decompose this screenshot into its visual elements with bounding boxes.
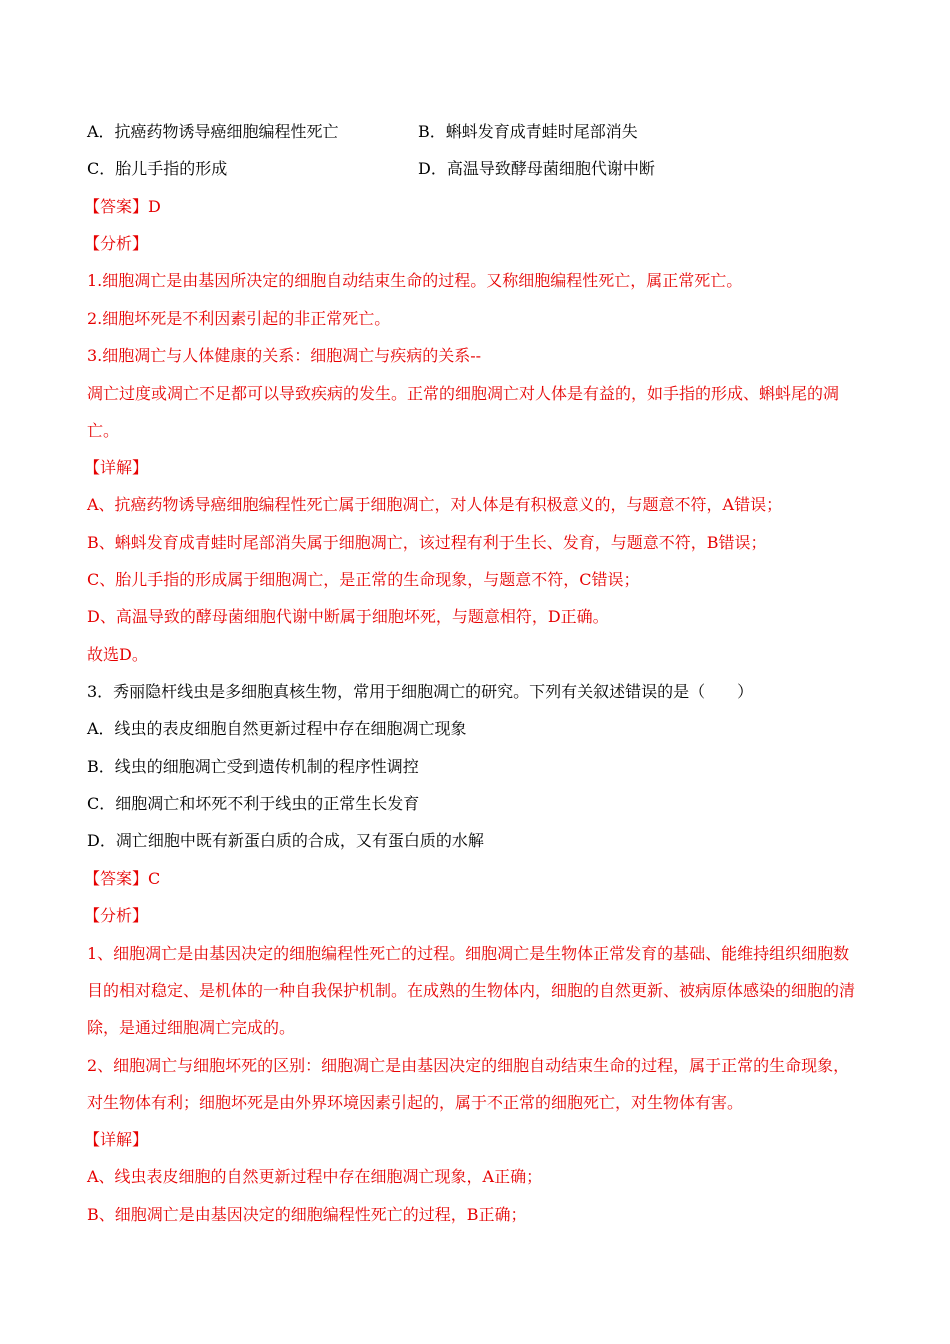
q2-analysis-paragraph: 凋亡过度或凋亡不足都可以导致疾病的发生。正常的细胞凋亡对人体是有益的，如手指的形成、蝌蚪尾的凋亡。 [87, 384, 840, 440]
q2-analysis-line-3: 3.细胞凋亡与人体健康的关系：细胞凋亡与疾病的关系-- [87, 346, 482, 365]
q2-option-d: D．高温导致酵母菌细胞代谢中断 [418, 159, 655, 178]
q3-analysis-title: 【分析】 [84, 906, 149, 925]
q3-detail-b: B、细胞凋亡是由基因决定的细胞编程性死亡的过程，B正确； [87, 1205, 527, 1224]
q3-detail-a: A、线虫表皮细胞的自然更新过程中存在细胞凋亡现象，A正确； [87, 1167, 543, 1186]
q3-analysis-paragraph-1: 1、细胞凋亡是由基因决定的细胞编程性死亡的过程。细胞凋亡是生物体正常发育的基础、能维持组织细胞数目的相对稳定、是机体的一种自我保护机制。在成熟的生物体内，细胞的自然更新、被病原体感染的细胞的清除，是通过细胞凋亡完成的。 [87, 944, 856, 1037]
q3-option-b: B．线虫的细胞凋亡受到遗传机制的程序性调控 [87, 757, 419, 776]
q2-option-b: B．蝌蚪发育成青蛙时尾部消失 [418, 122, 638, 141]
q3-analysis-paragraph-2: 2、细胞凋亡与细胞坏死的区别：细胞凋亡是由基因决定的细胞自动结束生命的过程，属于正常的生命现象，对生物体有利；细胞坏死是由外界环境因素引起的，属于不正常的细胞死亡，对生物体有害。 [87, 1056, 850, 1112]
q2-analysis-line-1: 1.细胞凋亡是由基因所决定的细胞自动结束生命的过程。又称细胞编程性死亡，属正常死亡。 [87, 271, 743, 290]
q2-conclusion: 故选D。 [87, 645, 148, 664]
q2-detail-a: A、抗癌药物诱导癌细胞编程性死亡属于细胞凋亡，对人体是有积极意义的，与题意不符，A错误； [87, 495, 783, 514]
q2-analysis-title: 【分析】 [84, 234, 149, 253]
q2-analysis-line-2: 2.细胞坏死是不利因素引起的非正常死亡。 [87, 309, 391, 328]
q3-answer: 【答案】C [84, 869, 161, 888]
q3-option-c: C．细胞凋亡和坏死不利于线虫的正常生长发育 [87, 794, 420, 813]
q2-option-c: C．胎儿手指的形成 [87, 159, 228, 178]
q3-option-a: A．线虫的表皮细胞自然更新过程中存在细胞凋亡现象 [87, 719, 467, 738]
q3-stem: 3．秀丽隐杆线虫是多细胞真核生物，常用于细胞凋亡的研究。下列有关叙述错误的是（ ） [87, 682, 754, 701]
q2-detail-c: C、胎儿手指的形成属于细胞凋亡，是正常的生命现象，与题意不符，C错误； [87, 570, 640, 589]
q3-option-d: D．凋亡细胞中既有新蛋白质的合成，又有蛋白质的水解 [87, 831, 484, 850]
q2-detail-d: D、高温导致的酵母菌细胞代谢中断属于细胞坏死，与题意相符，D正确。 [87, 607, 609, 626]
q3-detail-title: 【详解】 [84, 1130, 149, 1149]
q2-detail-b: B、蝌蚪发育成青蛙时尾部消失属于细胞凋亡，该过程有利于生长、发育，与题意不符，B错误； [87, 533, 767, 552]
q2-option-a: A．抗癌药物诱导癌细胞编程性死亡 [87, 122, 339, 141]
q2-answer: 【答案】D [84, 197, 161, 216]
q2-detail-title: 【详解】 [84, 458, 149, 477]
